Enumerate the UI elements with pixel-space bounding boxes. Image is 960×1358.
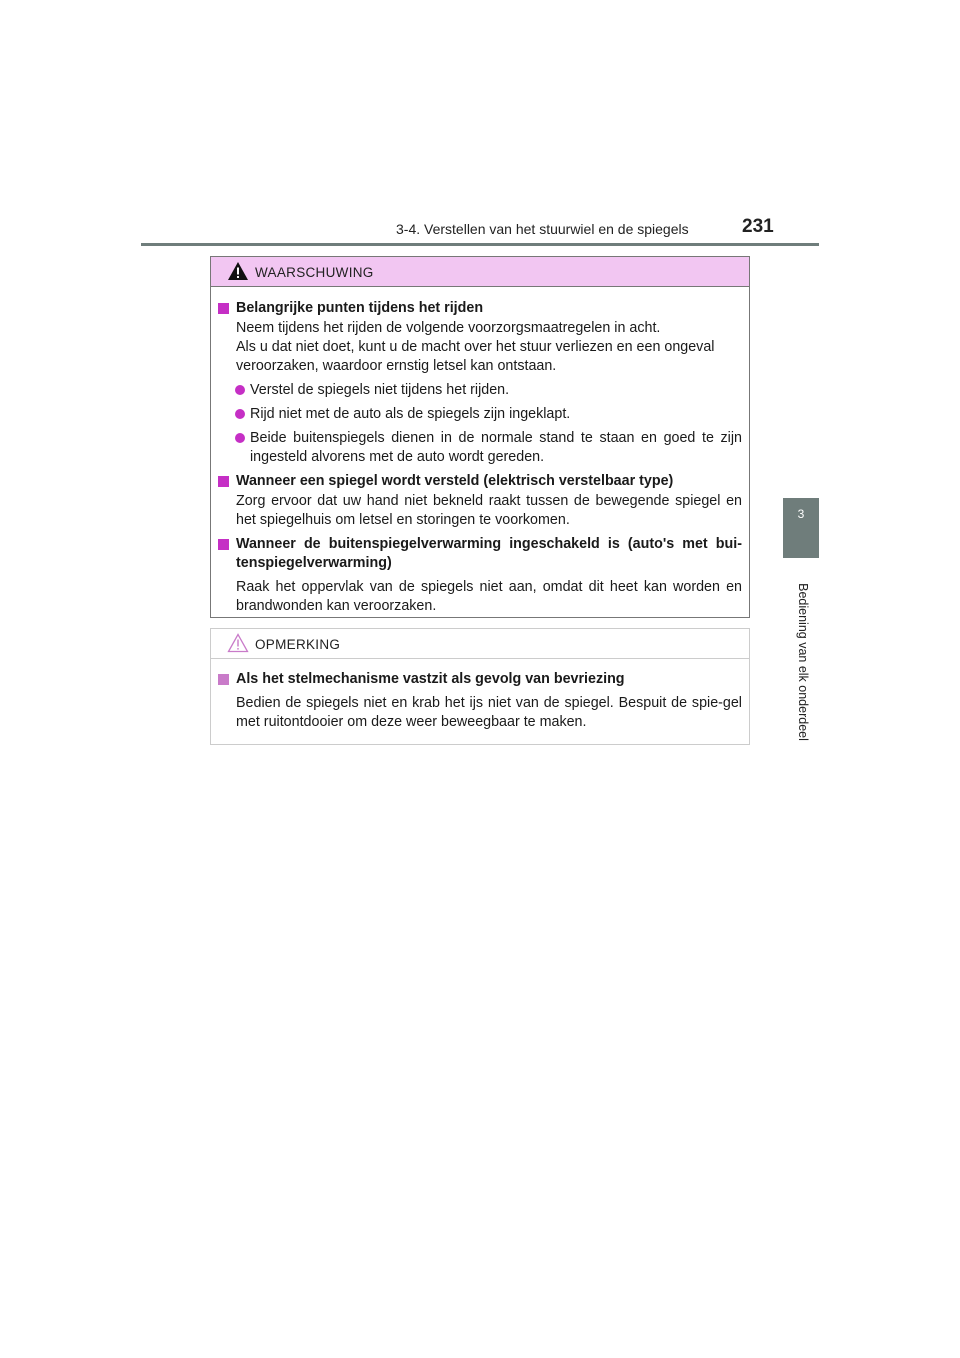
warning-body bbox=[211, 287, 749, 616]
square-bullet-icon bbox=[218, 303, 229, 314]
note-title: OPMERKING bbox=[255, 637, 341, 652]
square-bullet-icon bbox=[218, 674, 229, 685]
warning-item-heading: Wanneer de buitenspiegelverwarming ingeschakeld is (auto's met bui-tenspiegelverwarming) bbox=[218, 535, 742, 573]
warning-item-heading: Wanneer een spiegel wordt versteld (elektrisch verstelbaar type) bbox=[218, 472, 742, 491]
header-divider bbox=[141, 243, 819, 246]
dot-bullet-icon bbox=[235, 433, 245, 443]
note-header bbox=[211, 629, 749, 659]
warning-item-heading: Belangrijke punten tijdens het rijden bbox=[218, 299, 742, 318]
warning-bullet: Rijd niet met de auto als de spiegels zijn ingeklapt. bbox=[218, 405, 742, 424]
note-body bbox=[211, 659, 749, 732]
dot-bullet-icon bbox=[235, 409, 245, 419]
page-number: 231 bbox=[742, 216, 774, 237]
note-box bbox=[210, 628, 750, 745]
caution-icon bbox=[227, 633, 249, 653]
warning-title: WAARSCHUWING bbox=[255, 265, 374, 280]
warning-bullet: Beide buitenspiegels dienen in de normale stand te staan en goed te zijn ingesteld alvorens met de auto wordt gereden. bbox=[218, 429, 742, 467]
chapter-number: 3 bbox=[797, 507, 805, 521]
chapter-tab bbox=[783, 498, 819, 558]
chapter-title: Bediening van elk onderdeel bbox=[796, 583, 810, 741]
warning-item-text: Raak het oppervlak van de spiegels niet aan, omdat dit heet kan worden en brandwonden kan veroorzaken. bbox=[236, 579, 742, 614]
warning-box bbox=[210, 256, 750, 618]
warning-icon bbox=[227, 261, 249, 281]
warning-bullet: Verstel de spiegels niet tijdens het rijden. bbox=[218, 381, 742, 400]
square-bullet-icon bbox=[218, 539, 229, 550]
warning-item-text: Als u dat niet doet, kunt u de macht over het stuur verliezen en een ongeval veroorzaken, waardoor ernstig letsel kan ontstaan. bbox=[236, 339, 715, 374]
warning-header bbox=[211, 257, 749, 287]
square-bullet-icon bbox=[218, 476, 229, 487]
dot-bullet-icon bbox=[235, 385, 245, 395]
note-item-heading: Als het stelmechanisme vastzit als gevolg van bevriezing bbox=[218, 670, 742, 689]
section-title: 3-4. Verstellen van het stuurwiel en de spiegels bbox=[396, 221, 689, 237]
warning-item-text: Neem tijdens het rijden de volgende voorzorgsmaatregelen in acht. bbox=[236, 320, 661, 336]
note-item-text: Bedien de spiegels niet en krab het ijs niet van de spiegel. Bespuit de spie-gel met ruitontdooier om deze weer beweegbaar te maken. bbox=[236, 695, 742, 730]
warning-item-text: Zorg ervoor dat uw hand niet bekneld raakt tussen de bewegende spiegel en het spiegelhuis om letsel en storingen te voorkomen. bbox=[236, 493, 742, 528]
